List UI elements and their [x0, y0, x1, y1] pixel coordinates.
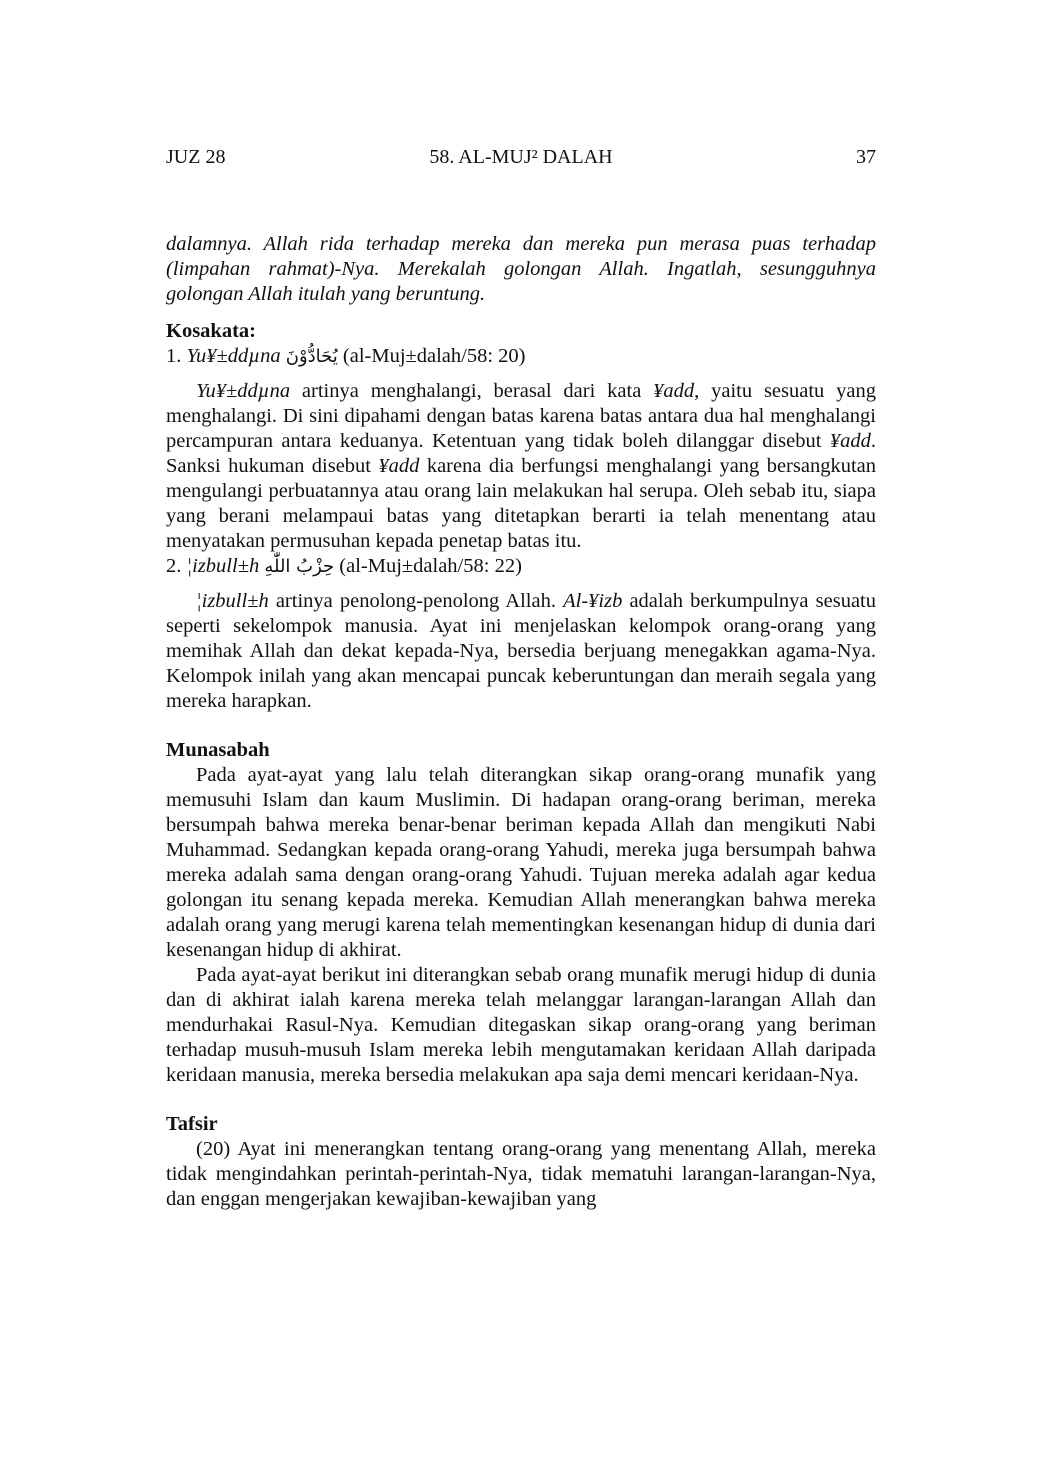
juz-label: JUZ 28 [166, 146, 226, 168]
def2-part-3: adalah berkumpulnya sesuatu seperti sekelompok manusia. Ayat ini menjelaskan kelompok orang-orang yang memihak Allah dan dekat kepada-Nya, bersedia berjuang menegakkan agama-Nya. Kelompok inilah yang akan mencapai puncak keberuntungan dan meraih segala yang mereka harapkan. [166, 590, 876, 712]
def2-part-2: Al-¥izb [563, 590, 623, 612]
kosakata-item-2-number: 2. [166, 555, 182, 577]
def2-part-1: artinya penolong-penolong Allah. [268, 590, 564, 612]
def1-part-7: karena dia berfungsi menghalangi yang bersangkutan mengulangi perbuatannya atau orang lain melakukan hal serupa. Oleh sebab itu, siapa yang berani melampaui batas yang ditetapkan berarti ia telah menentang atau menyatakan permusuhan kepada penetap batas itu. [166, 455, 877, 552]
kosakata-item-1-line [166, 344, 876, 369]
kosakata-item-2-definition [166, 589, 876, 714]
kosakata-item-2-term: ¦izbull±h [186, 555, 260, 577]
kosakata-item-1-term: Yu¥±ddµna [186, 345, 281, 367]
kosakata-item-1-arabic: يُحَادُّوْنَ [285, 346, 338, 367]
munasabah-heading: Munasabah [166, 739, 270, 761]
surah-title: 58. AL-MUJ² DALAH [429, 146, 613, 168]
page-number: 37 [856, 146, 876, 168]
kosakata-item-2-ref: (al-Muj±dalah/58: 22) [339, 555, 522, 577]
def1-part-1: artinya menghalangi, berasal dari kata [290, 380, 654, 402]
kosakata-heading: Kosakata: [166, 320, 256, 342]
kosakata-item-2-line [166, 554, 876, 579]
def1-part-2: ¥add [653, 380, 695, 402]
munasabah-paragraph-2: Pada ayat-ayat berikut ini diterangkan sebab orang munafik merugi hidup di dunia dan di akhirat ialah karena mereka telah melanggar larangan-larangan Allah dan mendurhakai Rasul-Nya. Kemudian ditegaskan sikap orang-orang yang beriman terhadap musuh-musuh Islam mereka lebih mengutamakan keridaan Allah daripada keridaan manusia, mereka bersedia melakukan apa saja demi mencari keridaan-Nya. [166, 964, 876, 1086]
intro-paragraph: dalamnya. Allah rida terhadap mereka dan mereka pun merasa puas terhadap (limpahan rahmat)-Nya. Merekalah golongan Allah. Ingatlah, sesungguhnya golongan Allah itulah yang beruntung. [166, 233, 876, 305]
kosakata-item-1-ref: (al-Muj±dalah/58: 20) [342, 345, 526, 367]
def1-part-4: ¥add [829, 430, 871, 452]
munasabah-paragraph-1: Pada ayat-ayat yang lalu telah diterangkan sikap orang-orang munafik yang memusuhi Islam dan kaum Muslimin. Di hadapan orang-orang beriman, mereka bersumpah bahwa mereka benar-benar beriman kepada Allah dan mengikuti Nabi Muhammad. Sedangkan kepada orang-orang Yahudi, mereka juga bersumpah bahwa mereka adalah sama dengan orang-orang Yahudi. Tujuan mereka adalah agar kedua golongan itu senang kepada mereka. Kemudian Allah menerangkan bahwa mereka adalah orang yang merugi karena telah mementingkan kesenangan hidup di dunia dari kesenangan hidup di akhirat. [166, 764, 876, 961]
kosakata-item-1-definition [166, 379, 876, 554]
kosakata-item-2-arabic: حِزْبُ اللّٰهِ [264, 556, 335, 577]
kosakata-item-1-number: 1. [166, 345, 182, 367]
def1-part-6: ¥add [378, 455, 420, 477]
tafsir-heading: Tafsir [166, 1113, 218, 1135]
def2-part-0: ¦izbull±h [196, 590, 269, 612]
def1-part-3: , yaitu sesuatu yang menghalangi. Di sini dipahami dengan batas karena batas antara dua hal menghalangi percampuran antara keduanya. Ketentuan yang tidak boleh dilanggar disebut [166, 380, 876, 452]
running-header [166, 146, 876, 172]
body-content [166, 232, 876, 1212]
def1-part-5: . Sanksi hukuman disebut [166, 430, 876, 477]
def1-part-0: Yu¥±ddµna [196, 380, 291, 402]
tafsir-paragraph-1: (20) Ayat ini menerangkan tentang orang-orang yang menentang Allah, mereka tidak mengindahkan perintah-perintah-Nya, tidak mematuhi larangan-larangan-Nya, dan enggan mengerjakan kewajiban-kewajiban yang [166, 1138, 876, 1210]
